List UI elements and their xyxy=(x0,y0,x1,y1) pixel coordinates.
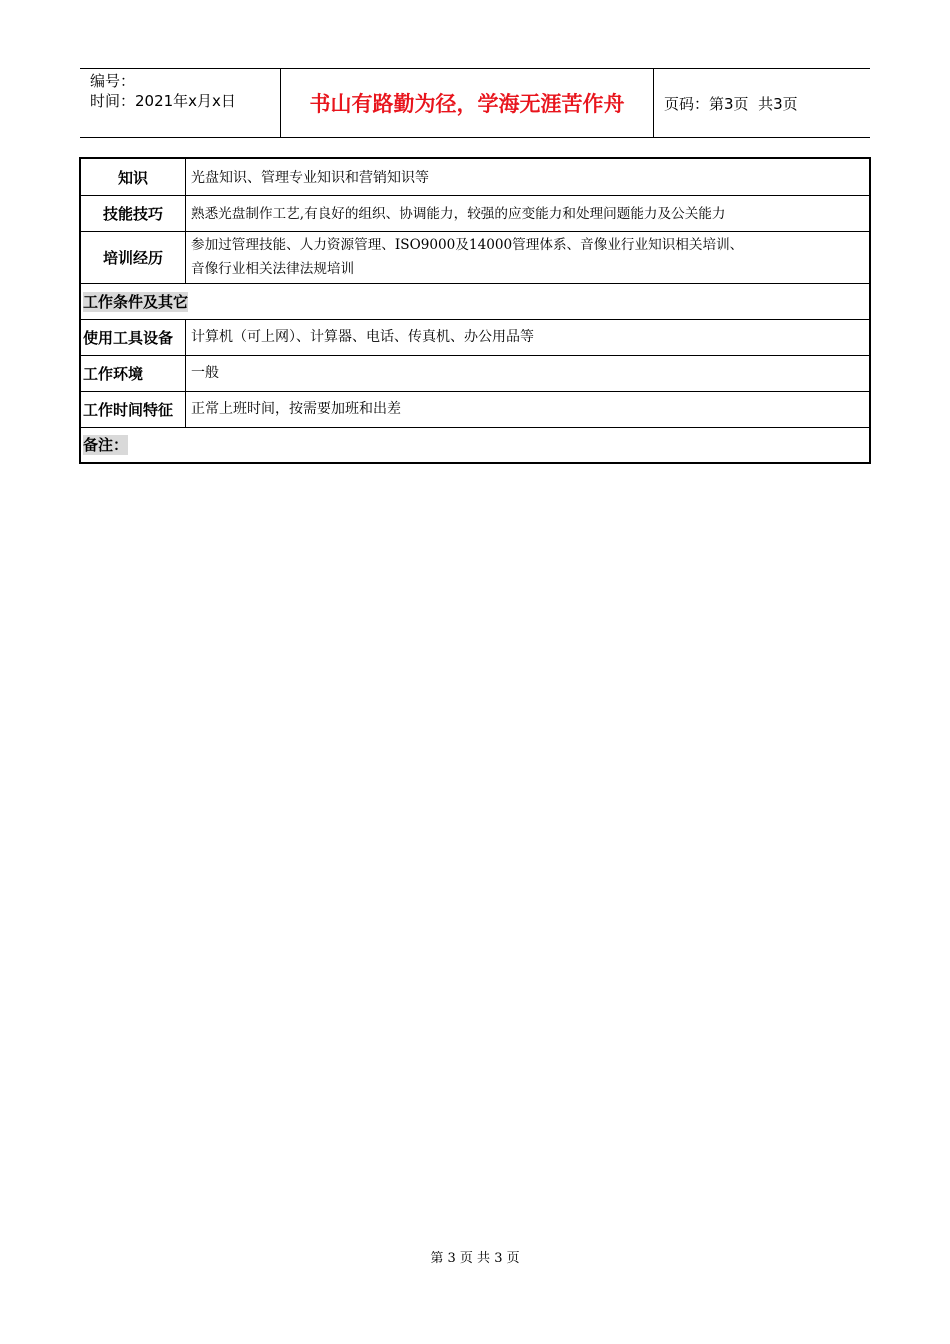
value-line: 音像行业相关法律法规培训 xyxy=(191,261,355,277)
row-value: 一般 xyxy=(191,365,219,381)
value-line: 参加过管理技能、人力资源管理、ISO9000及14000管理体系、音像业行业知识相关培训、 xyxy=(191,237,744,253)
row-label: 工作环境 xyxy=(81,356,186,391)
date-label: 时间：2021年x月x日 xyxy=(90,92,236,110)
table-row-knowledge xyxy=(81,159,869,196)
table-row-hours xyxy=(81,392,869,428)
row-label: 使用工具设备 xyxy=(81,320,186,355)
section-row-conditions xyxy=(81,284,869,320)
section-title-text: 工作条件及其它 xyxy=(83,292,189,311)
header-meta xyxy=(80,69,281,137)
table-row-environment xyxy=(81,356,869,392)
row-value xyxy=(187,196,869,231)
row-value xyxy=(187,232,869,283)
row-value xyxy=(187,159,869,195)
section-title xyxy=(83,284,188,319)
table-row-remarks xyxy=(81,428,869,462)
row-value: 正常上班时间，按需要加班和出差 xyxy=(191,401,401,417)
row-label: 技能技巧 xyxy=(81,196,186,231)
serial-label: 编号： xyxy=(90,72,136,90)
row-label: 工作时间特征 xyxy=(81,392,186,427)
remarks-label-text: 备注： xyxy=(83,436,129,454)
remarks-label xyxy=(83,428,128,462)
table-row-training xyxy=(81,232,869,284)
value-line: 光盘知识、管理专业知识和营销知识等 xyxy=(191,170,429,186)
table-row-tools xyxy=(81,320,869,356)
page-footer: 第 3 页 共 3 页 xyxy=(430,1251,520,1266)
header-motto: 书山有路勤为径，学海无涯苦作舟 xyxy=(281,69,654,137)
job-spec-table xyxy=(79,157,871,464)
header-page-info xyxy=(654,69,870,137)
row-label: 培训经历 xyxy=(81,232,186,283)
value-line: 熟悉光盘制作工艺,有良好的组织、协调能力，较强的应变能力和处理问题能力及公关能力 xyxy=(191,206,726,222)
row-label: 知识 xyxy=(81,159,186,195)
row-value: 计算机（可上网）、计算器、电话、传真机、办公用品等 xyxy=(191,329,534,345)
table-row-skills xyxy=(81,196,869,232)
page-header xyxy=(80,68,870,138)
page-info-text: 页码：第3页 共3页 xyxy=(664,94,798,113)
